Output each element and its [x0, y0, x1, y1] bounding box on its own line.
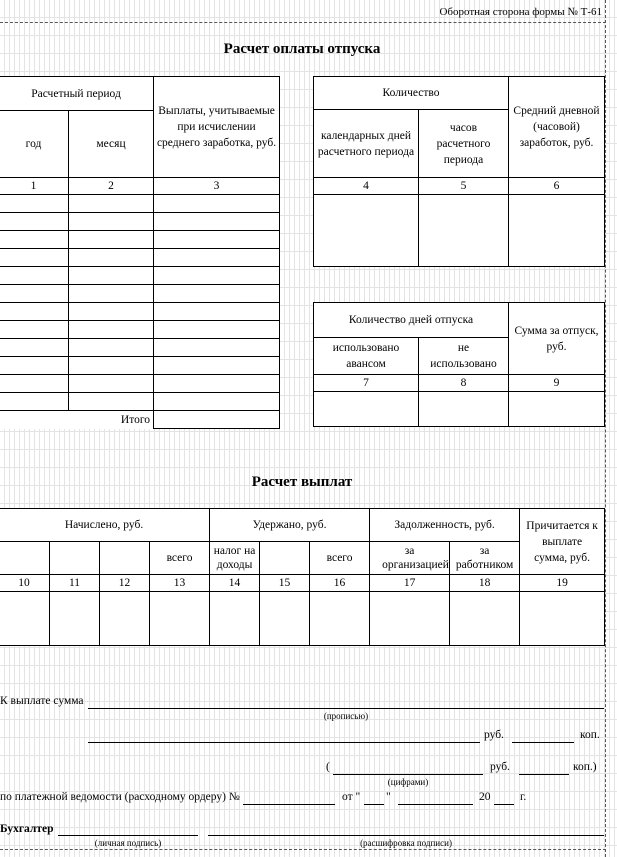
table-cell[interactable] — [69, 321, 154, 339]
hours-header: часов расчетного периода — [419, 110, 509, 178]
col-num-15: 15 — [260, 575, 310, 592]
vacation-days-table — [313, 302, 605, 427]
table-cell[interactable] — [154, 339, 280, 357]
table-cell[interactable] — [69, 357, 154, 375]
col-num-12: 12 — [100, 575, 150, 592]
table-cell[interactable] — [0, 195, 69, 213]
table-cell[interactable] — [314, 392, 419, 427]
accrued-header: Начислено, руб. — [0, 509, 210, 542]
payments-section-title: Расчет выплат — [251, 474, 353, 490]
signature-decode-caption: (расшифровка подписи) — [360, 838, 452, 848]
quantity-header: Количество — [314, 77, 509, 110]
date-day-line[interactable] — [364, 804, 384, 805]
col-num-5: 5 — [419, 178, 509, 195]
table-cell[interactable] — [0, 592, 50, 646]
year-suffix: г. — [520, 791, 527, 803]
date-year-line[interactable] — [494, 804, 514, 805]
table-cell[interactable] — [310, 592, 370, 646]
payments-header: Выплаты, учитываемые при исчислении среднего заработка, руб. — [154, 77, 280, 178]
table-cell[interactable] — [69, 195, 154, 213]
table-cell[interactable] — [69, 375, 154, 393]
col-num-4: 4 — [314, 178, 419, 195]
table-cell — [260, 542, 310, 575]
statement-number-line[interactable] — [243, 804, 335, 805]
kop-line[interactable] — [512, 742, 574, 743]
table-cell[interactable] — [154, 267, 280, 285]
table-cell[interactable] — [69, 249, 154, 267]
header-divider — [0, 22, 606, 23]
accrued-total-header: всего — [150, 542, 210, 575]
pay-amount-line-2[interactable] — [88, 742, 480, 743]
col-num-17: 17 — [370, 575, 450, 592]
pay-amount-line[interactable] — [88, 708, 604, 709]
table-cell[interactable] — [50, 592, 100, 646]
signature-caption: (личная подпись) — [94, 838, 162, 848]
table-cell[interactable] — [154, 213, 280, 231]
table-cell[interactable] — [154, 231, 280, 249]
vacation-sum-header: Сумма за отпуск, руб. — [509, 303, 605, 375]
withheld-total-header: всего — [310, 542, 370, 575]
kop-label-2: коп.) — [573, 761, 597, 773]
vacation-section-title: Расчет оплаты отпуска — [223, 41, 381, 57]
table-cell[interactable] — [154, 357, 280, 375]
payments-table — [0, 508, 605, 646]
table-cell[interactable] — [0, 321, 69, 339]
table-cell — [50, 542, 100, 575]
table-cell[interactable] — [150, 592, 210, 646]
table-cell[interactable] — [0, 393, 69, 411]
col-num-7: 7 — [314, 375, 419, 392]
vacation-days-header: Количество дней отпуска — [314, 303, 509, 338]
debt-header: Задолженность, руб. — [370, 509, 520, 542]
table-cell[interactable] — [69, 303, 154, 321]
table-cell[interactable] — [69, 393, 154, 411]
table-cell[interactable] — [450, 592, 520, 646]
for-org-header: за организацией — [370, 542, 450, 575]
table-cell[interactable] — [154, 249, 280, 267]
signature-line[interactable] — [58, 835, 198, 836]
table-cell[interactable] — [210, 592, 260, 646]
pay-amount-label: К выплате сумма — [0, 695, 84, 707]
table-cell[interactable] — [509, 392, 605, 427]
table-cell[interactable] — [0, 303, 69, 321]
calendar-days-header: календарных дней расчетного периода — [314, 110, 419, 178]
col-num-10: 10 — [0, 575, 50, 592]
table-cell[interactable] — [0, 357, 69, 375]
table-cell[interactable] — [520, 592, 605, 646]
not-used-header: не использовано — [419, 338, 509, 375]
signature-decode-line[interactable] — [208, 835, 604, 836]
used-advance-header: использовано авансом — [314, 338, 419, 375]
table-cell — [0, 542, 50, 575]
table-cell[interactable] — [419, 392, 509, 427]
in-digits-caption: (цифрами) — [387, 777, 429, 787]
table-cell[interactable] — [154, 303, 280, 321]
table-cell[interactable] — [370, 592, 450, 646]
table-cell[interactable] — [0, 213, 69, 231]
table-cell[interactable] — [100, 592, 150, 646]
avg-daily-header: Средний дневной (часовой) заработок, руб. — [509, 77, 605, 178]
accountant-label: Бухгалтер — [0, 823, 54, 835]
page-edge-right — [605, 0, 606, 857]
for-emp-header: за работником — [450, 542, 520, 575]
table-cell[interactable] — [509, 195, 605, 267]
table-cell[interactable] — [154, 285, 280, 303]
vacation-period-table — [0, 76, 280, 429]
table-cell[interactable] — [69, 267, 154, 285]
table-cell[interactable] — [0, 249, 69, 267]
col-num-18: 18 — [450, 575, 520, 592]
table-cell[interactable] — [0, 285, 69, 303]
date-month-line[interactable] — [398, 804, 473, 805]
table-cell[interactable] — [69, 339, 154, 357]
col-num-14: 14 — [210, 575, 260, 592]
col-num-8: 8 — [419, 375, 509, 392]
due-header: Причитается к выплате сумма, руб. — [520, 509, 605, 575]
col-num-1: 1 — [0, 178, 69, 195]
total-label: Итого — [0, 411, 154, 429]
kop-label: коп. — [580, 729, 600, 741]
table-cell[interactable] — [419, 195, 509, 267]
table-cell[interactable] — [0, 231, 69, 249]
col-num-3: 3 — [154, 178, 280, 195]
col-num-11: 11 — [50, 575, 100, 592]
table-cell — [100, 542, 150, 575]
table-cell[interactable] — [314, 195, 419, 267]
withheld-header: Удержано, руб. — [210, 509, 370, 542]
statement-label: по платежной ведомости (расходному ордеру) № — [0, 791, 240, 803]
date-close-quote: " — [386, 791, 391, 803]
table-cell[interactable] — [154, 321, 280, 339]
table-cell[interactable] — [260, 592, 310, 646]
date-open-quote: от " — [342, 791, 361, 803]
col-num-16: 16 — [310, 575, 370, 592]
table-cell[interactable] — [69, 285, 154, 303]
rub-label: руб. — [484, 729, 504, 741]
col-num-19: 19 — [520, 575, 605, 592]
table-cell[interactable] — [154, 375, 280, 393]
col-num-2: 2 — [69, 178, 154, 195]
col-num-9: 9 — [509, 375, 605, 392]
table-cell[interactable] — [0, 375, 69, 393]
in-words-caption: (прописью) — [323, 711, 369, 721]
table-cell[interactable] — [154, 195, 280, 213]
page-edge-bottom — [0, 849, 606, 850]
col-num-13: 13 — [150, 575, 210, 592]
month-header: месяц — [69, 111, 154, 178]
table-cell[interactable] — [69, 213, 154, 231]
form-reference: Оборотная сторона формы № Т-61 — [439, 6, 602, 18]
table-cell[interactable] — [154, 393, 280, 411]
table-cell[interactable] — [0, 339, 69, 357]
col-num-6: 6 — [509, 178, 605, 195]
table-cell[interactable] — [0, 267, 69, 285]
digits-line[interactable] — [333, 774, 483, 775]
income-tax-header: налог на доходы — [210, 542, 260, 575]
rub-label-2: руб. — [490, 761, 510, 773]
total-cell[interactable] — [154, 411, 280, 429]
period-header: Расчетный период — [0, 77, 154, 111]
open-paren: ( — [326, 761, 330, 773]
quantity-table — [313, 76, 605, 267]
table-cell[interactable] — [69, 231, 154, 249]
year-prefix: 20 — [479, 791, 491, 803]
kop-line-2[interactable] — [519, 774, 569, 775]
year-header: год — [0, 111, 69, 178]
